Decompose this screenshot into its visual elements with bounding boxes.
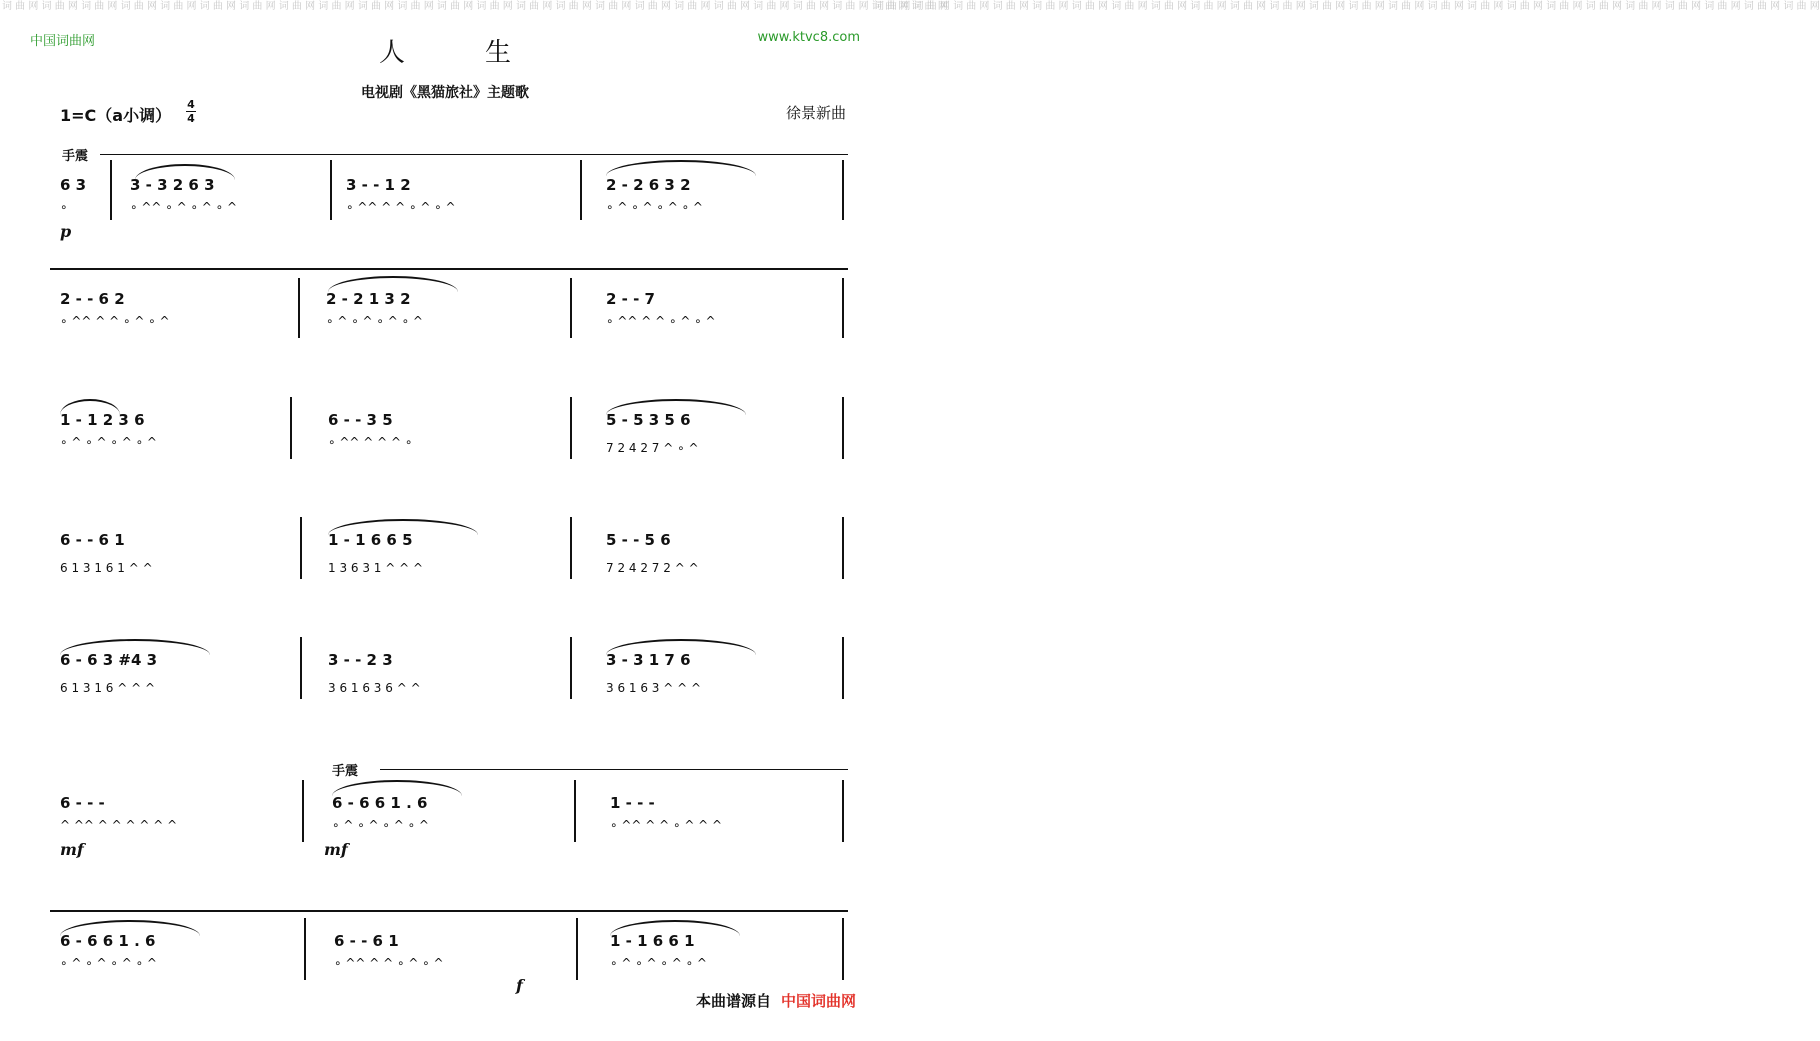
measure-notes: 6 - 6 6 1 . 6 [60, 932, 156, 950]
measure-accompaniment: ∘ ^^ ∘ ^ ∘ ^ ∘ ^ [130, 200, 238, 214]
measure-accompaniment: 7 2 4 2 7 ^ ∘ ^ [606, 441, 699, 455]
score-system-4 [50, 505, 850, 595]
barline [570, 397, 572, 459]
footer-brand-link[interactable]: 中国词曲网 [780, 992, 856, 1010]
system-line [50, 910, 848, 912]
measure-notes: 3 - - 1 2 [346, 176, 411, 194]
score-system-7 [50, 910, 850, 1000]
barline [304, 918, 306, 980]
tremolo-label: 手震 [62, 149, 89, 164]
barline [842, 637, 844, 699]
measure-notes: 1 - 1 2 3 6 [60, 411, 145, 429]
score-system-5 [50, 625, 850, 715]
tremolo-line [100, 154, 848, 155]
measure-accompaniment: ∘ ^ ∘ ^ ∘ ^ ∘ ^ [60, 435, 157, 449]
barline [290, 397, 292, 459]
measure-notes: 6 - - 6 1 [334, 932, 399, 950]
measure-accompaniment: 1 3 6 3 1 ^ ^ ^ [328, 561, 424, 575]
measure-notes: 6 - 6 6 1 . 6 [332, 794, 428, 812]
barline [300, 517, 302, 579]
barline [330, 160, 332, 220]
watermark-left: 词 曲 网 词 曲 网 词 曲 网 词 曲 网 词 曲 网 词 曲 网 词 曲 网 词 曲 网 词 曲 网 词 曲 网 词 曲 网 词 曲 网 词 曲 网 词 曲 网 词 曲 网 词 曲 网 词 曲 网 词 曲 网 词 曲 网 词 曲 网 词 曲 网 词 曲 网 词 曲 网 词 曲 网 [2, 1, 948, 12]
barline [574, 780, 576, 842]
measure-accompaniment: ∘ ^^ ^ ^ ∘ ^ ∘ ^ [334, 956, 444, 970]
measure-accompaniment: ∘ ^^ ^ ^ ∘ ^ ∘ ^ [606, 314, 716, 328]
measure-accompaniment: ∘ ^ ∘ ^ ∘ ^ ∘ ^ [60, 956, 157, 970]
score-system-3 [50, 385, 850, 475]
site-name-left[interactable]: 中国词曲网 [30, 34, 96, 49]
score-system-6 [50, 760, 850, 870]
meter-top: 4 [187, 98, 195, 111]
time-signature [186, 98, 196, 125]
measure-notes: 6 - - 3 5 [328, 411, 393, 429]
score-system-1 [50, 150, 850, 250]
measure-accompaniment: ∘ ^ ∘ ^ ∘ ^ ∘ ^ [332, 818, 429, 832]
song-subtitle: 电视剧《黑猫旅社》主题歌 [361, 85, 529, 101]
measure-accompaniment: ∘ ^^ ^ ^ ∘ ^ ∘ ^ [60, 314, 170, 328]
measure-notes: 2 - 2 6 3 2 [606, 176, 691, 194]
measure-accompaniment: 6 1 3 1 6 ^ ^ ^ [60, 681, 156, 695]
barline [298, 278, 300, 338]
measure-accompaniment: ∘ ^ ∘ ^ ∘ ^ ∘ ^ [326, 314, 423, 328]
barline [576, 918, 578, 980]
pickup-accompaniment: ∘ [60, 200, 68, 214]
dynamic-marking: p [60, 222, 72, 241]
measure-accompaniment: 7 2 4 2 7 2 ^ ^ [606, 561, 699, 575]
measure-notes: 5 - - 5 6 [606, 531, 671, 549]
measure-notes: 2 - 2 1 3 2 [326, 290, 411, 308]
barline [842, 278, 844, 338]
watermark-right: 词 曲 网 词 曲 网 词 曲 网 词 曲 网 词 曲 网 词 曲 网 词 曲 网 词 曲 网 词 曲 网 词 曲 网 词 曲 网 词 曲 网 词 曲 网 词 曲 网 词 曲 网 词 曲 网 词 曲 网 词 曲 网 词 曲 网 词 曲 网 词 曲 网 词 曲 网 词 曲 网 词 曲 网 [874, 1, 1820, 12]
dynamic-marking: f [516, 976, 523, 995]
footer-source-text: 本曲谱源自 [695, 992, 771, 1010]
barline [110, 160, 112, 220]
slur [606, 160, 756, 176]
measure-accompaniment: ∘ ^^ ^ ^ ∘ ^ ∘ ^ [346, 200, 456, 214]
tremolo-label: 手震 [332, 764, 359, 779]
measure-accompaniment: 3 6 1 6 3 ^ ^ ^ [606, 681, 702, 695]
measure-notes: 6 - - - [60, 794, 105, 812]
site-url-right[interactable]: www.ktvc8.com [757, 30, 860, 45]
barline [842, 517, 844, 579]
measure-notes: 1 - - - [610, 794, 655, 812]
barline [302, 780, 304, 842]
measure-notes: 3 - - 2 3 [328, 651, 393, 669]
measure-accompaniment: 6 1 3 1 6 1 ^ ^ [60, 561, 153, 575]
barline [842, 780, 844, 842]
barline [570, 278, 572, 338]
footer-source [696, 990, 856, 1011]
measure-notes: 5 - 5 3 5 6 [606, 411, 691, 429]
measure-accompaniment: ∘ ^^ ^ ^ ∘ ^ ^ ^ [610, 818, 723, 832]
dynamic-marking: mf [60, 840, 84, 859]
key-signature: 1=C（a小调） [60, 106, 172, 125]
measure-accompaniment: ∘ ^ ∘ ^ ∘ ^ ∘ ^ [610, 956, 707, 970]
pickup-notes: 6 3 [60, 176, 87, 194]
barline [842, 918, 844, 980]
barline [570, 517, 572, 579]
system-line [50, 268, 848, 270]
barline [570, 637, 572, 699]
song-title: 人生 [378, 38, 591, 68]
barline [842, 160, 844, 220]
measure-notes: 1 - 1 6 6 5 [328, 531, 413, 549]
barline [300, 637, 302, 699]
measure-notes: 2 - - 6 2 [60, 290, 125, 308]
barline [842, 397, 844, 459]
measure-notes: 1 - 1 6 6 1 [610, 932, 695, 950]
composer: 徐景新曲 [785, 104, 846, 122]
measure-notes: 3 - 3 2 6 3 [130, 176, 215, 194]
meter-bottom: 4 [187, 112, 195, 125]
tremolo-line [380, 769, 848, 770]
measure-notes: 6 - 6 3 #4 3 [60, 651, 158, 669]
measure-accompaniment: ^ ^^ ^ ^ ^ ^ ^ ^ [60, 818, 178, 832]
measure-notes: 6 - - 6 1 [60, 531, 125, 549]
measure-notes: 2 - - 7 [606, 290, 655, 308]
measure-accompaniment: ∘ ^ ∘ ^ ∘ ^ ∘ ^ [606, 200, 703, 214]
measure-accompaniment: 3 6 1 6 3 6 ^ ^ [328, 681, 421, 695]
measure-notes: 3 - 3 1 7 6 [606, 651, 691, 669]
measure-accompaniment: ∘ ^^ ^ ^ ^ ∘ [328, 435, 413, 449]
barline [580, 160, 582, 220]
dynamic-marking: mf [324, 840, 348, 859]
score-system-2 [50, 268, 850, 348]
